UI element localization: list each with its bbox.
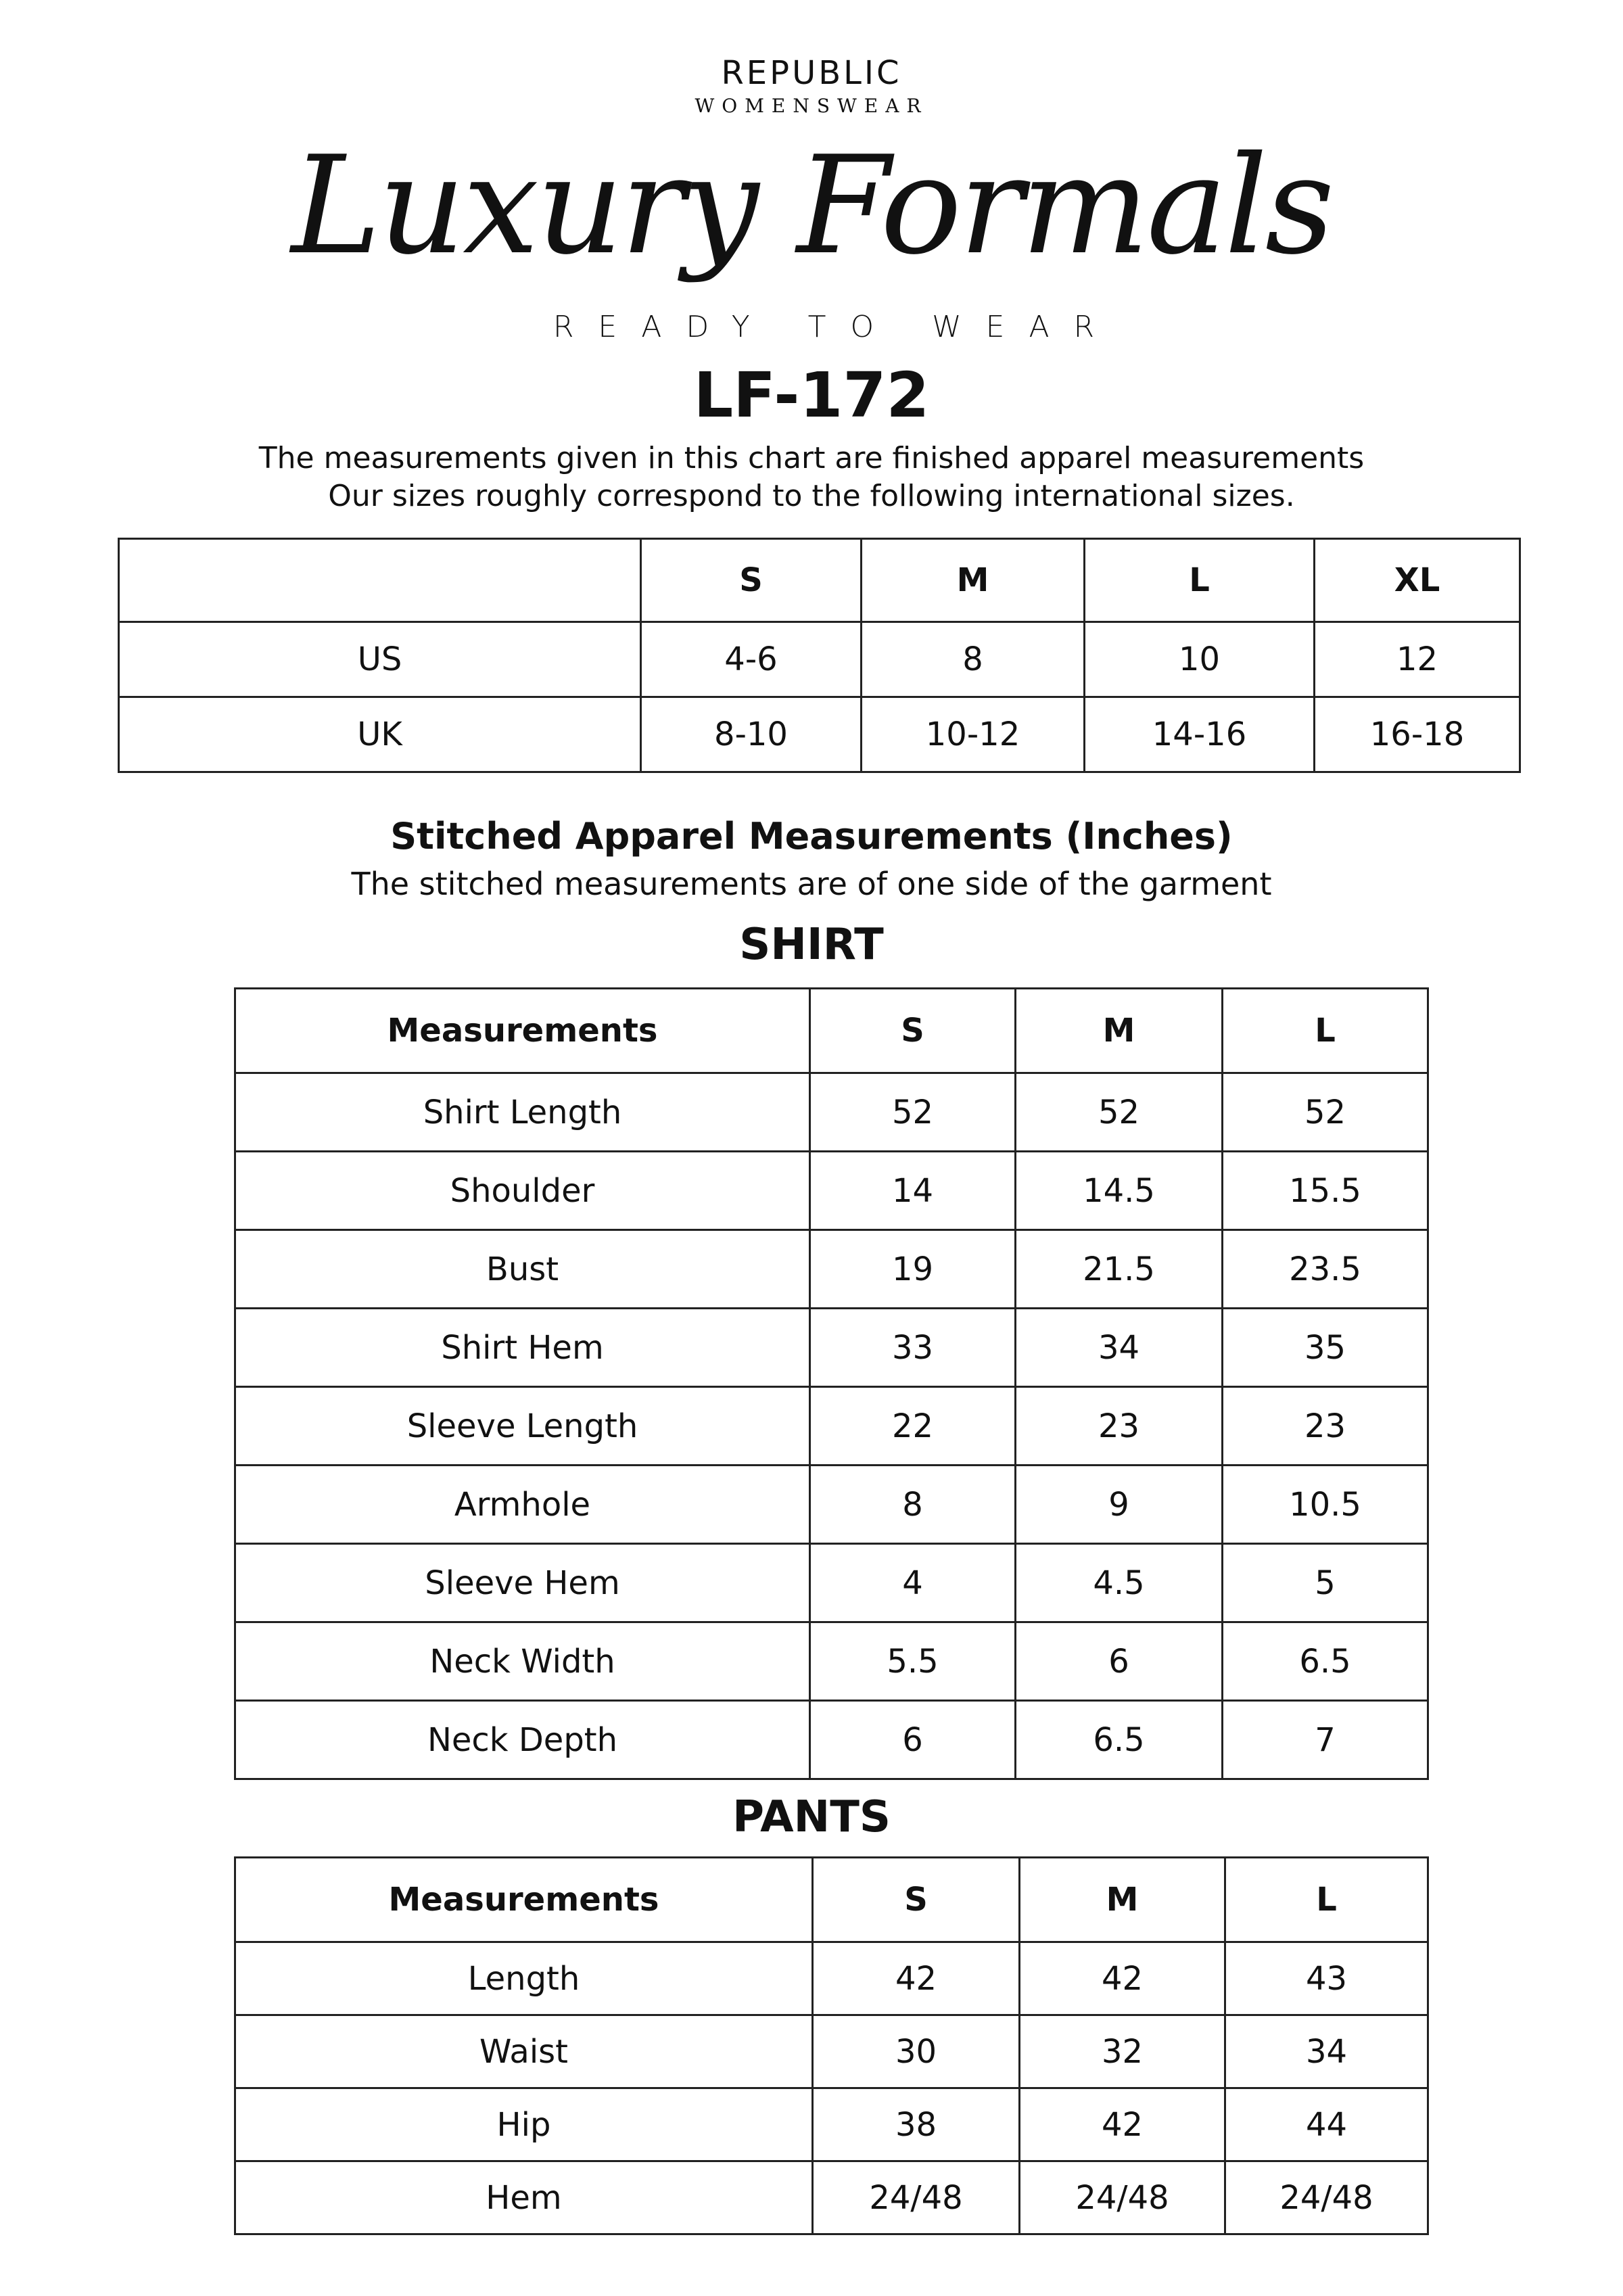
row-label: Sleeve Length	[235, 1387, 810, 1466]
column-header: S	[810, 989, 1016, 1073]
column-header: XL	[1315, 539, 1520, 622]
collection-tagline: READY TO WEAR	[552, 310, 1119, 344]
row-label: Shirt Hem	[235, 1309, 810, 1387]
column-header: L	[1225, 1858, 1428, 1942]
table-cell: 5.5	[810, 1622, 1016, 1701]
table-cell: 5	[1223, 1544, 1428, 1622]
column-header	[119, 539, 641, 622]
table-cell: 34	[1016, 1309, 1223, 1387]
table-cell: 42	[1020, 2088, 1225, 2161]
table-row	[119, 697, 1520, 772]
intro-line-2: Our sizes roughly correspond to the following international sizes.	[328, 479, 1295, 513]
table-row	[235, 1622, 1428, 1701]
table-row	[235, 1073, 1428, 1152]
table-cell: 6.5	[1223, 1622, 1428, 1701]
table-header-row	[235, 989, 1428, 1073]
table-cell: 35	[1223, 1309, 1428, 1387]
table-cell: 43	[1225, 1942, 1428, 2015]
table-cell: 4.5	[1016, 1544, 1223, 1622]
column-header: Measurements	[235, 989, 810, 1073]
row-label: Length	[235, 1942, 813, 2015]
table-cell: 14-16	[1085, 697, 1315, 772]
table-cell: 32	[1020, 2015, 1225, 2088]
column-header: L	[1085, 539, 1315, 622]
table-cell: 15.5	[1223, 1152, 1428, 1230]
table-row	[235, 2088, 1428, 2161]
table-cell: 42	[1020, 1942, 1225, 2015]
pants-measurement-table	[234, 1856, 1429, 2235]
row-label: Neck Width	[235, 1622, 810, 1701]
table-cell: 34	[1225, 2015, 1428, 2088]
table-cell: 10	[1085, 622, 1315, 697]
table-cell: 8	[862, 622, 1085, 697]
table-cell: 4-6	[641, 622, 862, 697]
table-cell: 9	[1016, 1466, 1223, 1544]
table-cell: 42	[813, 1942, 1020, 2015]
table-cell: 52	[810, 1073, 1016, 1152]
brand-subtitle: WOMENSWEAR	[695, 95, 928, 117]
table-row	[235, 2161, 1428, 2234]
column-header: M	[862, 539, 1085, 622]
table-cell: 12	[1315, 622, 1520, 697]
table-cell: 8-10	[641, 697, 862, 772]
stitched-section-subtitle: The stitched measurements are of one side of the garment	[351, 866, 1272, 902]
row-label: Hem	[235, 2161, 813, 2234]
table-row	[235, 1544, 1428, 1622]
row-label: Shirt Length	[235, 1073, 810, 1152]
table-cell: 38	[813, 2088, 1020, 2161]
table-cell: 44	[1225, 2088, 1428, 2161]
column-header: S	[641, 539, 862, 622]
table-cell: 8	[810, 1466, 1016, 1544]
table-cell: 24/48	[1225, 2161, 1428, 2234]
table-cell: 10-12	[862, 697, 1085, 772]
table-cell: 23.5	[1223, 1230, 1428, 1309]
table-row	[235, 1309, 1428, 1387]
table-row	[235, 1942, 1428, 2015]
table-row	[235, 1466, 1428, 1544]
table-cell: 6.5	[1016, 1701, 1223, 1779]
product-code: LF-172	[693, 359, 930, 431]
table-cell: 19	[810, 1230, 1016, 1309]
brand-name: REPUBLIC	[721, 54, 902, 92]
table-row	[235, 2015, 1428, 2088]
table-row	[235, 1230, 1428, 1309]
table-cell: 52	[1223, 1073, 1428, 1152]
table-row	[119, 622, 1520, 697]
column-header: L	[1223, 989, 1428, 1073]
table-cell: 7	[1223, 1701, 1428, 1779]
table-cell: 6	[810, 1701, 1016, 1779]
row-label: Shoulder	[235, 1152, 810, 1230]
table-cell: 22	[810, 1387, 1016, 1466]
column-header: S	[813, 1858, 1020, 1942]
table-cell: 33	[810, 1309, 1016, 1387]
row-label: Sleeve Hem	[235, 1544, 810, 1622]
table-cell: 4	[810, 1544, 1016, 1622]
table-row	[235, 1701, 1428, 1779]
pants-title: PANTS	[732, 1792, 891, 1842]
intro-line-1: The measurements given in this chart are finished apparel measurements	[258, 441, 1365, 475]
collection-title: Luxury Formals	[291, 127, 1332, 285]
stitched-section-title: Stitched Apparel Measurements (Inches)	[390, 815, 1233, 858]
table-cell: 24/48	[1020, 2161, 1225, 2234]
row-label: Hip	[235, 2088, 813, 2161]
table-row	[235, 1387, 1428, 1466]
table-cell: 23	[1223, 1387, 1428, 1466]
table-cell: 23	[1016, 1387, 1223, 1466]
table-cell: 30	[813, 2015, 1020, 2088]
table-cell: 14.5	[1016, 1152, 1223, 1230]
international-size-table	[118, 538, 1521, 773]
shirt-measurement-table	[234, 987, 1429, 1780]
column-header: Measurements	[235, 1858, 813, 1942]
table-cell: 24/48	[813, 2161, 1020, 2234]
table-cell: 16-18	[1315, 697, 1520, 772]
table-row	[235, 1152, 1428, 1230]
table-cell: 6	[1016, 1622, 1223, 1701]
table-cell: 10.5	[1223, 1466, 1428, 1544]
row-label: UK	[119, 697, 641, 772]
shirt-title: SHIRT	[739, 920, 884, 970]
row-label: Neck Depth	[235, 1701, 810, 1779]
row-label: Bust	[235, 1230, 810, 1309]
column-header: M	[1020, 1858, 1225, 1942]
table-cell: 52	[1016, 1073, 1223, 1152]
row-label: Armhole	[235, 1466, 810, 1544]
row-label: US	[119, 622, 641, 697]
table-cell: 21.5	[1016, 1230, 1223, 1309]
row-label: Waist	[235, 2015, 813, 2088]
table-header-row	[119, 539, 1520, 622]
table-cell: 14	[810, 1152, 1016, 1230]
table-header-row	[235, 1858, 1428, 1942]
column-header: M	[1016, 989, 1223, 1073]
